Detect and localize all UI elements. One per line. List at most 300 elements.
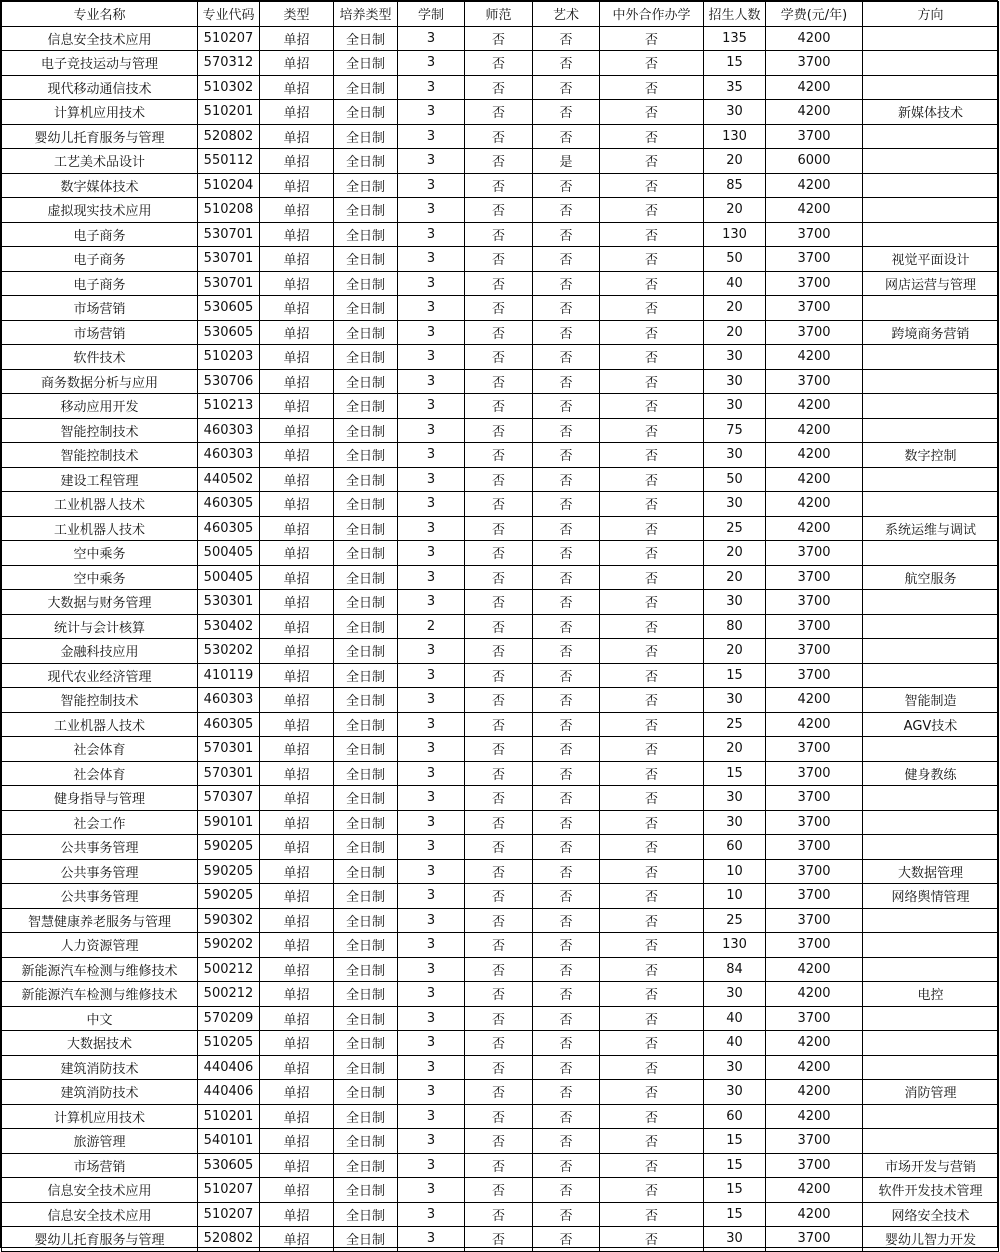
cell-joint-program: 否: [600, 786, 704, 811]
table-row: [2, 51, 999, 76]
cell-duration: 3: [398, 296, 465, 321]
cell-art: 否: [533, 1055, 600, 1080]
cell-duration: 3: [398, 712, 465, 737]
cell-major-name: 婴幼儿托育服务与管理: [2, 124, 198, 149]
cell-study-mode: 全日制: [334, 541, 398, 566]
cell-joint-program: 否: [600, 933, 704, 958]
cell-major-code: 530402: [198, 614, 260, 639]
cell-teacher-training: 否: [465, 51, 533, 76]
cell-major-code: 460305: [198, 712, 260, 737]
header-teacher-training: 师范: [465, 2, 533, 27]
cell-art: 否: [533, 712, 600, 737]
cell-study-mode: 全日制: [334, 957, 398, 982]
cell-joint-program: 否: [600, 541, 704, 566]
cell-tuition: 4200: [766, 345, 863, 370]
cell-duration: 3: [398, 859, 465, 884]
cell-duration: 3: [398, 933, 465, 958]
cell-teacher-training: 否: [465, 1031, 533, 1056]
cell-art: 否: [533, 810, 600, 835]
cell-enrollment: 20: [704, 541, 766, 566]
cell-enrollment: 25: [704, 712, 766, 737]
cell-direction: [863, 173, 999, 198]
cell-joint-program: 否: [600, 100, 704, 125]
cell-major-name: 信息安全技术应用: [2, 1202, 198, 1227]
cell-tuition: 4200: [766, 957, 863, 982]
cell-tuition: 4200: [766, 1178, 863, 1203]
cell-type: 单招: [260, 1080, 334, 1105]
cell-study-mode: 全日制: [334, 933, 398, 958]
cell-major-name: 空中乘务: [2, 565, 198, 590]
cell-duration: 3: [398, 100, 465, 125]
cell-joint-program: 否: [600, 712, 704, 737]
table-row: [2, 345, 999, 370]
cell-duration: 3: [398, 737, 465, 762]
cell-enrollment: 20: [704, 737, 766, 762]
table-row: [2, 541, 999, 566]
cell-duration: 3: [398, 247, 465, 272]
table-row: [2, 590, 999, 615]
cell-major-code: 550112: [198, 149, 260, 174]
cell-direction: [863, 222, 999, 247]
cell-type: 单招: [260, 1031, 334, 1056]
cell-major-code: 510201: [198, 100, 260, 125]
cell-joint-program: 否: [600, 149, 704, 174]
header-type: 类型: [260, 2, 334, 27]
cell-study-mode: 全日制: [334, 516, 398, 541]
cell-duration: 3: [398, 124, 465, 149]
cell-duration: 3: [398, 394, 465, 419]
cell-type: 单招: [260, 663, 334, 688]
table-row: [2, 957, 999, 982]
cell-joint-program: 否: [600, 26, 704, 51]
cell-duration: 3: [398, 492, 465, 517]
cell-type: 单招: [260, 957, 334, 982]
cell-tuition: 3700: [766, 884, 863, 909]
cell-type: 单招: [260, 688, 334, 713]
cell-tuition: 3700: [766, 859, 863, 884]
cell-major-code: 590205: [198, 859, 260, 884]
cell-joint-program: 否: [600, 639, 704, 664]
cell-enrollment: 15: [704, 663, 766, 688]
cell-joint-program: 否: [600, 884, 704, 909]
cell-duration: 3: [398, 1202, 465, 1227]
cell-direction: 智能制造: [863, 688, 999, 713]
cell-major-code: 510203: [198, 345, 260, 370]
cell-major-code: 530701: [198, 271, 260, 296]
cell-teacher-training: 否: [465, 222, 533, 247]
cell-tuition: 3700: [766, 541, 863, 566]
header-duration: 学制: [398, 2, 465, 27]
cell-major-name: 工业机器人技术: [2, 516, 198, 541]
cell-joint-program: 否: [600, 271, 704, 296]
cell-joint-program: 否: [600, 614, 704, 639]
cell-study-mode: 全日制: [334, 565, 398, 590]
cell-duration: 3: [398, 663, 465, 688]
cell-teacher-training: 否: [465, 198, 533, 223]
cell-tuition: 6000: [766, 149, 863, 174]
cell-enrollment: 15: [704, 1202, 766, 1227]
cell-enrollment: 135: [704, 26, 766, 51]
cell-art: 否: [533, 639, 600, 664]
cell-enrollment: 25: [704, 908, 766, 933]
cell-direction: [863, 369, 999, 394]
cell-study-mode: 全日制: [334, 737, 398, 762]
cell-enrollment: 75: [704, 418, 766, 443]
cell-major-code: 590205: [198, 835, 260, 860]
cell-direction: [863, 124, 999, 149]
cell-teacher-training: 否: [465, 541, 533, 566]
header-joint-program: 中外合作办学: [600, 2, 704, 27]
cell-teacher-training: 否: [465, 933, 533, 958]
cell-tuition: 4200: [766, 1104, 863, 1129]
table-row: [2, 1055, 999, 1080]
cell-direction: [863, 933, 999, 958]
cell-art: 否: [533, 51, 600, 76]
cell-tuition: 3700: [766, 51, 863, 76]
cell-major-code: 410119: [198, 663, 260, 688]
cell-art: 否: [533, 296, 600, 321]
cell-art: 否: [533, 835, 600, 860]
cell-direction: [863, 1055, 999, 1080]
cell-major-code: 530605: [198, 1153, 260, 1178]
cell-joint-program: 否: [600, 908, 704, 933]
cell-direction: 网店运营与管理: [863, 271, 999, 296]
cell-art: 否: [533, 565, 600, 590]
cell-type: 单招: [260, 786, 334, 811]
cell-tuition: 4200: [766, 516, 863, 541]
table-row: [2, 516, 999, 541]
cell-tuition: 3700: [766, 663, 863, 688]
cell-type: 单招: [260, 173, 334, 198]
cell-tuition: 3700: [766, 320, 863, 345]
cell-study-mode: 全日制: [334, 271, 398, 296]
cell-study-mode: 全日制: [334, 786, 398, 811]
cell-major-name: 电子商务: [2, 271, 198, 296]
cell-enrollment: 30: [704, 1080, 766, 1105]
cell-type: 单招: [260, 75, 334, 100]
cell-study-mode: 全日制: [334, 296, 398, 321]
cell-major-name: 中文: [2, 1006, 198, 1031]
cell-tuition: 4200: [766, 198, 863, 223]
cell-joint-program: 否: [600, 761, 704, 786]
cell-joint-program: 否: [600, 737, 704, 762]
cell-major-name: 婴幼儿托育服务与管理: [2, 1227, 198, 1252]
cell-art: 否: [533, 467, 600, 492]
cell-type: 单招: [260, 639, 334, 664]
table-row: [2, 565, 999, 590]
cell-art: 否: [533, 957, 600, 982]
cell-tuition: 3700: [766, 761, 863, 786]
cell-direction: [863, 1129, 999, 1154]
cell-major-code: 590202: [198, 933, 260, 958]
cell-major-name: 虚拟现实技术应用: [2, 198, 198, 223]
cell-major-name: 工业机器人技术: [2, 492, 198, 517]
cell-enrollment: 60: [704, 835, 766, 860]
cell-enrollment: 30: [704, 394, 766, 419]
cell-enrollment: 30: [704, 1227, 766, 1252]
cell-direction: [863, 394, 999, 419]
cell-tuition: 4200: [766, 1080, 863, 1105]
cell-duration: 3: [398, 345, 465, 370]
cell-tuition: 3700: [766, 1153, 863, 1178]
cell-type: 单招: [260, 345, 334, 370]
cell-major-code: 590205: [198, 884, 260, 909]
cell-teacher-training: 否: [465, 688, 533, 713]
cell-major-code: 500212: [198, 982, 260, 1007]
cell-type: 单招: [260, 614, 334, 639]
cell-duration: 3: [398, 957, 465, 982]
cell-tuition: 4200: [766, 418, 863, 443]
cell-enrollment: 30: [704, 1055, 766, 1080]
cell-joint-program: 否: [600, 1202, 704, 1227]
table-row: [2, 982, 999, 1007]
cell-enrollment: 15: [704, 761, 766, 786]
cell-teacher-training: 否: [465, 761, 533, 786]
cell-major-name: 电子竞技运动与管理: [2, 51, 198, 76]
cell-study-mode: 全日制: [334, 198, 398, 223]
cell-major-name: 社会体育: [2, 737, 198, 762]
cell-major-name: 智能控制技术: [2, 688, 198, 713]
cell-direction: 消防管理: [863, 1080, 999, 1105]
cell-enrollment: 85: [704, 173, 766, 198]
cell-joint-program: 否: [600, 1006, 704, 1031]
cell-major-name: 建设工程管理: [2, 467, 198, 492]
table-row: [2, 173, 999, 198]
cell-enrollment: 20: [704, 198, 766, 223]
cell-direction: [863, 418, 999, 443]
cell-type: 单招: [260, 1153, 334, 1178]
cell-major-name: 公共事务管理: [2, 835, 198, 860]
cell-direction: 市场开发与营销: [863, 1153, 999, 1178]
cell-major-name: 金融科技应用: [2, 639, 198, 664]
cell-major-name: 计算机应用技术: [2, 1104, 198, 1129]
cell-art: 否: [533, 492, 600, 517]
header-study-mode: 培养类型: [334, 2, 398, 27]
cell-major-name: 信息安全技术应用: [2, 26, 198, 51]
table-row: [2, 124, 999, 149]
cell-duration: 3: [398, 369, 465, 394]
table-row: [2, 712, 999, 737]
cell-direction: 航空服务: [863, 565, 999, 590]
cell-major-name: 数字媒体技术: [2, 173, 198, 198]
cell-art: 否: [533, 614, 600, 639]
cell-enrollment: 20: [704, 320, 766, 345]
cell-study-mode: 全日制: [334, 369, 398, 394]
cell-joint-program: 否: [600, 1104, 704, 1129]
cell-tuition: 4200: [766, 467, 863, 492]
cell-duration: 3: [398, 639, 465, 664]
cell-study-mode: 全日制: [334, 908, 398, 933]
table-row: [2, 761, 999, 786]
cell-duration: 3: [398, 590, 465, 615]
cell-joint-program: 否: [600, 418, 704, 443]
cell-art: 否: [533, 516, 600, 541]
cell-enrollment: 15: [704, 1153, 766, 1178]
cell-joint-program: 否: [600, 124, 704, 149]
table-row: [2, 688, 999, 713]
cell-enrollment: 10: [704, 884, 766, 909]
table-row: [2, 786, 999, 811]
cell-duration: 3: [398, 786, 465, 811]
table-row: [2, 737, 999, 762]
cell-major-name: 人力资源管理: [2, 933, 198, 958]
cell-study-mode: 全日制: [334, 492, 398, 517]
cell-joint-program: 否: [600, 51, 704, 76]
cell-duration: 3: [398, 1227, 465, 1252]
cell-enrollment: 50: [704, 467, 766, 492]
cell-enrollment: 30: [704, 786, 766, 811]
cell-joint-program: 否: [600, 1055, 704, 1080]
cell-art: 否: [533, 737, 600, 762]
cell-tuition: 4200: [766, 100, 863, 125]
cell-type: 单招: [260, 467, 334, 492]
cell-art: 否: [533, 247, 600, 272]
table-row: [2, 467, 999, 492]
cell-tuition: 3700: [766, 835, 863, 860]
cell-major-code: 460303: [198, 418, 260, 443]
cell-enrollment: 130: [704, 222, 766, 247]
cell-duration: 3: [398, 1006, 465, 1031]
cell-teacher-training: 否: [465, 565, 533, 590]
cell-major-name: 移动应用开发: [2, 394, 198, 419]
cell-teacher-training: 否: [465, 835, 533, 860]
cell-art: 否: [533, 26, 600, 51]
cell-joint-program: 否: [600, 1031, 704, 1056]
cell-tuition: 3700: [766, 614, 863, 639]
cell-type: 单招: [260, 1129, 334, 1154]
cell-type: 单招: [260, 541, 334, 566]
cell-joint-program: 否: [600, 492, 704, 517]
cell-direction: 数字控制: [863, 443, 999, 468]
cell-major-name: 电子商务: [2, 247, 198, 272]
cell-duration: 3: [398, 688, 465, 713]
cell-major-code: 510302: [198, 75, 260, 100]
cell-direction: [863, 663, 999, 688]
cell-joint-program: 否: [600, 1227, 704, 1252]
cell-art: 否: [533, 443, 600, 468]
table-row: [2, 271, 999, 296]
cell-teacher-training: 否: [465, 639, 533, 664]
cell-art: 否: [533, 1104, 600, 1129]
cell-duration: 3: [398, 1153, 465, 1178]
cell-art: 否: [533, 222, 600, 247]
cell-study-mode: 全日制: [334, 100, 398, 125]
enrollment-table: [1, 1, 999, 1252]
cell-major-name: 社会体育: [2, 761, 198, 786]
cell-type: 单招: [260, 982, 334, 1007]
cell-major-code: 510208: [198, 198, 260, 223]
table-row: [2, 1153, 999, 1178]
table-row: [2, 639, 999, 664]
cell-joint-program: 否: [600, 467, 704, 492]
cell-major-code: 460303: [198, 443, 260, 468]
cell-study-mode: 全日制: [334, 1055, 398, 1080]
cell-duration: 3: [398, 1031, 465, 1056]
cell-art: 否: [533, 590, 600, 615]
cell-direction: [863, 345, 999, 370]
cell-tuition: 4200: [766, 1031, 863, 1056]
cell-type: 单招: [260, 271, 334, 296]
cell-study-mode: 全日制: [334, 982, 398, 1007]
cell-study-mode: 全日制: [334, 810, 398, 835]
cell-major-code: 530605: [198, 296, 260, 321]
cell-duration: 3: [398, 908, 465, 933]
table-row: [2, 418, 999, 443]
cell-teacher-training: 否: [465, 394, 533, 419]
cell-duration: 3: [398, 1104, 465, 1129]
cell-art: 否: [533, 1178, 600, 1203]
cell-major-name: 智慧健康养老服务与管理: [2, 908, 198, 933]
cell-major-code: 570301: [198, 737, 260, 762]
table-row: [2, 1178, 999, 1203]
table-row: [2, 75, 999, 100]
cell-duration: 3: [398, 149, 465, 174]
cell-study-mode: 全日制: [334, 394, 398, 419]
cell-teacher-training: 否: [465, 810, 533, 835]
cell-duration: 3: [398, 51, 465, 76]
cell-teacher-training: 否: [465, 1055, 533, 1080]
cell-tuition: 3700: [766, 786, 863, 811]
cell-study-mode: 全日制: [334, 418, 398, 443]
cell-type: 单招: [260, 810, 334, 835]
cell-type: 单招: [260, 100, 334, 125]
cell-teacher-training: 否: [465, 100, 533, 125]
cell-direction: 大数据管理: [863, 859, 999, 884]
cell-joint-program: 否: [600, 590, 704, 615]
cell-art: 否: [533, 418, 600, 443]
cell-type: 单招: [260, 884, 334, 909]
cell-type: 单招: [260, 418, 334, 443]
cell-direction: 跨境商务营销: [863, 320, 999, 345]
cell-major-name: 新能源汽车检测与维修技术: [2, 957, 198, 982]
cell-joint-program: 否: [600, 173, 704, 198]
cell-major-name: 公共事务管理: [2, 859, 198, 884]
cell-major-code: 530701: [198, 222, 260, 247]
cell-enrollment: 30: [704, 345, 766, 370]
cell-enrollment: 40: [704, 1006, 766, 1031]
cell-study-mode: 全日制: [334, 712, 398, 737]
cell-major-name: 智能控制技术: [2, 443, 198, 468]
cell-major-code: 500405: [198, 565, 260, 590]
cell-major-code: 520802: [198, 124, 260, 149]
cell-study-mode: 全日制: [334, 467, 398, 492]
cell-teacher-training: 否: [465, 26, 533, 51]
cell-study-mode: 全日制: [334, 688, 398, 713]
cell-tuition: 3700: [766, 247, 863, 272]
cell-joint-program: 否: [600, 198, 704, 223]
cell-art: 否: [533, 320, 600, 345]
cell-direction: [863, 590, 999, 615]
cell-major-code: 540101: [198, 1129, 260, 1154]
cell-joint-program: 否: [600, 565, 704, 590]
cell-joint-program: 否: [600, 369, 704, 394]
cell-major-name: 健身指导与管理: [2, 786, 198, 811]
cell-teacher-training: 否: [465, 1006, 533, 1031]
cell-major-code: 570307: [198, 786, 260, 811]
cell-teacher-training: 否: [465, 418, 533, 443]
cell-duration: 3: [398, 26, 465, 51]
cell-art: 否: [533, 345, 600, 370]
cell-art: 是: [533, 149, 600, 174]
cell-art: 否: [533, 1129, 600, 1154]
cell-tuition: 4200: [766, 688, 863, 713]
cell-enrollment: 20: [704, 565, 766, 590]
cell-direction: 视觉平面设计: [863, 247, 999, 272]
cell-art: 否: [533, 688, 600, 713]
cell-study-mode: 全日制: [334, 26, 398, 51]
header-major-name: 专业名称: [2, 2, 198, 27]
cell-tuition: 4200: [766, 75, 863, 100]
